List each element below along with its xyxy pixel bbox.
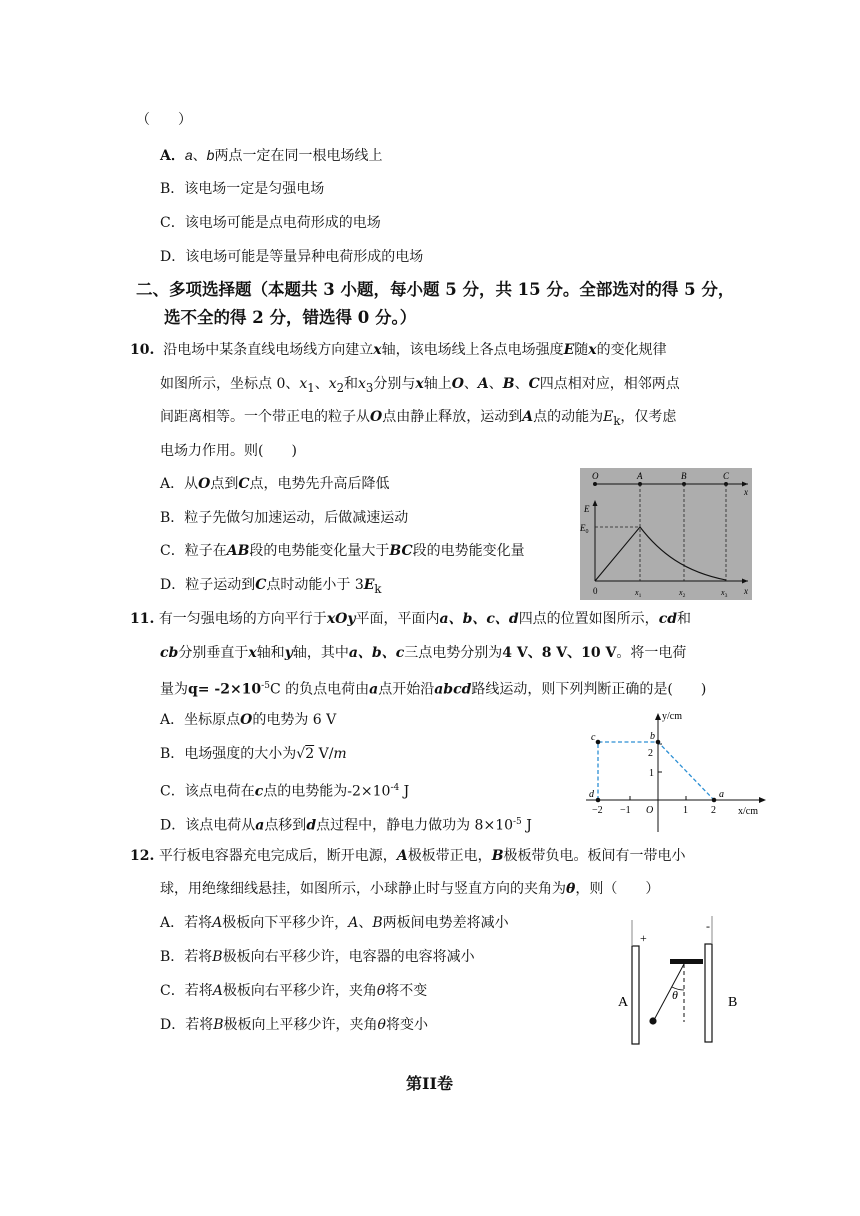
q12-option-c: C．若将A极板向右平移少许，夹角θ将不变	[160, 983, 428, 999]
tick-x2: $x_2$	[679, 588, 686, 599]
path-abcd	[598, 742, 714, 800]
plus-sign: +	[640, 931, 647, 945]
q12-capacitor-figure	[610, 910, 750, 1048]
q10-option-d: D．粒子运动到C点时动能小于 $3E_k$	[160, 577, 382, 596]
point-c	[596, 740, 601, 745]
x-axis-arrow	[759, 797, 766, 803]
x-axis-label: x/cm	[738, 806, 758, 817]
label-b: b	[650, 731, 655, 742]
q10-option-c: C．粒子在AB段的电势能变化量大于BC段的电势能变化量	[160, 543, 525, 559]
x-tick-label-1: 1	[683, 805, 688, 816]
section-header-line1: 二、多项选择题（本题共 3 小题，每小题 5 分，共 15 分。全部选对的得 5 分，	[136, 280, 735, 299]
q10-stem-line3: 间距离相等。一个带正电的粒子从O点由静止释放，运动到A点的动能为$E_k$，仅考虑	[160, 409, 677, 428]
origin-label: 0	[593, 586, 598, 596]
q11-stem-line3: 量为$q= -2\times 10^{-5}C$ 的负点电荷由a点开始沿abcd路线运动，则下列判断正确的是( )	[160, 681, 707, 698]
tick-x3: $x_3$	[721, 588, 728, 599]
q12-stem-line2: 球，用绝缘细线悬挂，如图所示，小球静止时与竖直方向的夹角为θ，则（ ）	[160, 881, 660, 897]
tick-x1: $x_1$	[635, 588, 642, 599]
thread	[654, 964, 684, 1020]
label-plate-B: B	[728, 995, 738, 1010]
origin-label-O: O	[646, 805, 654, 816]
label-O: O	[592, 471, 599, 481]
q12-option-a: A．若将A极板向下平移少许，A、B两板间电势差将减小	[160, 915, 509, 931]
label-A: A	[637, 471, 643, 481]
e-axis-label: E	[584, 504, 590, 514]
q11-stem-line2: cb分别垂直于x轴和y轴，其中a、b、c三点电势分别为4 V、8 V、10 V。将一电荷	[160, 645, 687, 661]
label-c: c	[591, 732, 596, 743]
q10-stem-line4: 电场力作用。则( )	[160, 443, 297, 459]
point-O-marker	[593, 482, 597, 486]
q11-option-d: D．该点电荷从a点移到d点过程中，静电力做功为 $8\times 10^{-5}$ J	[160, 817, 532, 834]
q9-option-d: D．该电场可能是等量异种电荷形成的电场	[160, 249, 424, 265]
angle-theta: θ	[672, 988, 678, 1002]
x-tick-label-neg1: −1	[620, 805, 631, 816]
section-header-line2: 选不全的得 2 分，错选得 0 分。）	[164, 308, 417, 327]
q11-option-a: A．坐标原点O的电势为 6 V	[160, 712, 337, 728]
q11-option-c: C．该点电荷在c点的电势能为$-2\times 10^{-4}$ J	[160, 783, 410, 800]
q9-option-a: A．a、b两点一定在同一根电场线上	[160, 147, 383, 164]
y-axis-label: y/cm	[662, 711, 682, 722]
q12-option-b: B．若将B极板向右平移少许，电容器的电容将减小	[160, 949, 475, 965]
charged-ball	[649, 1017, 656, 1024]
x-tick-label-2: 2	[711, 805, 716, 816]
point-d	[596, 798, 601, 803]
label-d: d	[589, 789, 594, 800]
x-axis-label: x	[744, 586, 748, 596]
plate-A	[632, 946, 639, 1044]
q11-option-b: B．电场强度的大小为√2 V/m	[160, 746, 347, 762]
x-tick-label-neg2: −2	[592, 805, 603, 816]
q9-option-b: B．该电场一定是匀强电场	[160, 181, 325, 197]
minus-sign: -	[706, 919, 710, 933]
q10-stem-line1: 10. 沿电场中某条直线电场线方向建立x轴，该电场线上各点电场强度E随x的变化规律	[130, 342, 667, 358]
q10-stem-line2: 如图所示，坐标点 0、$x_1$、$x_2$和$x_3$分别与x轴上O、A、B、C四点相对应，相邻两点	[160, 376, 680, 395]
q11-stem-line1: 11. 有一匀强电场的方向平行于xOy平面，平面内a、b、c、d四点的位置如图所示，cd和	[130, 611, 692, 627]
label-plate-A: A	[618, 995, 629, 1010]
q12-option-d: D．若将B极板向上平移少许，夹角θ将变小	[160, 1017, 428, 1033]
q10-option-a: A．从O点到C点，电势先升高后降低	[160, 476, 390, 492]
q12-stem-line1: 12. 平行板电容器充电完成后，断开电源，A极板带正电，B极板带负电。板间有一带电小	[130, 848, 686, 864]
part2-title: 第II卷	[406, 1074, 453, 1093]
support-bar	[670, 959, 703, 964]
q11-coordinate-figure	[578, 702, 770, 836]
label-B: B	[681, 471, 687, 481]
point-a	[712, 798, 717, 803]
label-C: C	[723, 471, 730, 481]
top-axis-x-label: x	[744, 487, 748, 497]
label-a: a	[719, 789, 724, 800]
q9-paren: （ ）	[136, 112, 192, 128]
e0-label: $E_0$	[580, 523, 589, 535]
q9-option-c: C．该电场可能是点电荷形成的电场	[160, 215, 381, 231]
y-tick-label-2: 2	[648, 748, 653, 759]
y-axis-arrow	[655, 713, 661, 720]
y-tick-label-1: 1	[649, 768, 654, 779]
plate-B	[705, 944, 712, 1042]
q10-e-field-graph	[580, 468, 752, 600]
q10-option-b: B．粒子先做匀加速运动，后做减速运动	[160, 510, 409, 526]
point-b	[656, 740, 661, 745]
